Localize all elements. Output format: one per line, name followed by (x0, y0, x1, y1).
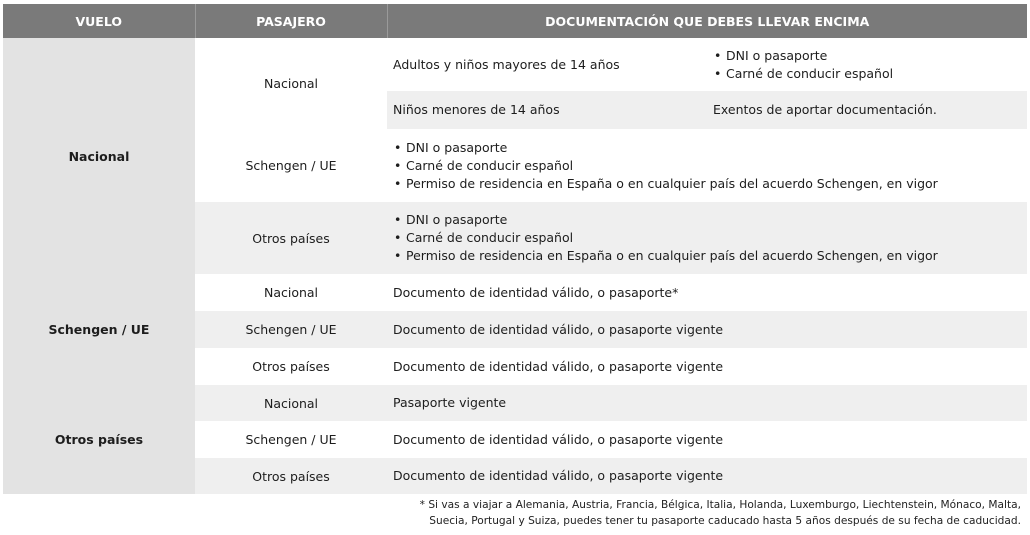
doc-list (393, 211, 1027, 265)
list-item: • Carné de conducir español (713, 65, 1027, 83)
pasajero-cell: Nacional (195, 385, 387, 421)
vuelo-schengen: Schengen / UE (3, 274, 195, 385)
footnote (330, 497, 1021, 529)
documentation-cell: Documento de identidad válido, o pasaporte vigente (387, 458, 1027, 494)
documentation-cell (707, 38, 1027, 91)
list-item: • Carné de conducir español (393, 229, 1027, 247)
list-item: • Permiso de residencia en España o en cualquier país del acuerdo Schengen, en vigor (393, 175, 1027, 193)
header-row (3, 4, 1027, 38)
list-item: • DNI o pasaporte (713, 47, 1027, 65)
pasajero-cell: Schengen / UE (195, 311, 387, 348)
documentation-cell (387, 129, 1027, 202)
documentation-cell: Documento de identidad válido, o pasaporte vigente (387, 311, 1027, 348)
documentation-cell: Documento de identidad válido, o pasaporte* (387, 274, 1027, 311)
list-item: • DNI o pasaporte (393, 211, 1027, 229)
table-row (3, 385, 1027, 421)
passenger-type-cell: Adultos y niños mayores de 14 años (387, 38, 707, 91)
pasajero-cell: Schengen / UE (195, 129, 387, 202)
vuelo-nacional: Nacional (3, 38, 195, 274)
documentation-cell: Pasaporte vigente (387, 385, 1027, 421)
documentation-cell: Documento de identidad válido, o pasaporte vigente (387, 348, 1027, 385)
table-row (3, 274, 1027, 311)
doc-list (713, 47, 1027, 83)
header-pasajero: PASAJERO (195, 4, 387, 38)
header-vuelo: VUELO (3, 4, 195, 38)
passenger-type-cell: Niños menores de 14 años (387, 91, 707, 129)
list-item: • DNI o pasaporte (393, 139, 1027, 157)
list-item: • Permiso de residencia en España o en cualquier país del acuerdo Schengen, en vigor (393, 247, 1027, 265)
header-documentacion: DOCUMENTACIÓN QUE DEBES LLEVAR ENCIMA (387, 4, 1027, 38)
documentation-cell: Documento de identidad válido, o pasaporte vigente (387, 421, 1027, 458)
documentation-table (3, 4, 1027, 494)
pasajero-cell: Nacional (195, 38, 387, 129)
table-row (3, 38, 1027, 91)
pasajero-cell: Nacional (195, 274, 387, 311)
pasajero-cell: Schengen / UE (195, 421, 387, 458)
vuelo-otros-paises: Otros países (3, 385, 195, 494)
doc-list (393, 139, 1027, 193)
pasajero-cell: Otros países (195, 348, 387, 385)
documentation-cell (387, 202, 1027, 274)
footnote-line: Suecia, Portugal y Suiza, puedes tener tu pasaporte caducado hasta 5 años después de su fecha de caducidad. (429, 515, 1021, 527)
pasajero-cell: Otros países (195, 458, 387, 494)
list-item: • Carné de conducir español (393, 157, 1027, 175)
documentation-cell: Exentos de aportar documentación. (707, 91, 1027, 129)
pasajero-cell: Otros países (195, 202, 387, 274)
footnote-line: * Si vas a viajar a Alemania, Austria, Francia, Bélgica, Italia, Holanda, Luxemburgo, Liechtenstein, Mónaco, Malta, (419, 499, 1021, 511)
